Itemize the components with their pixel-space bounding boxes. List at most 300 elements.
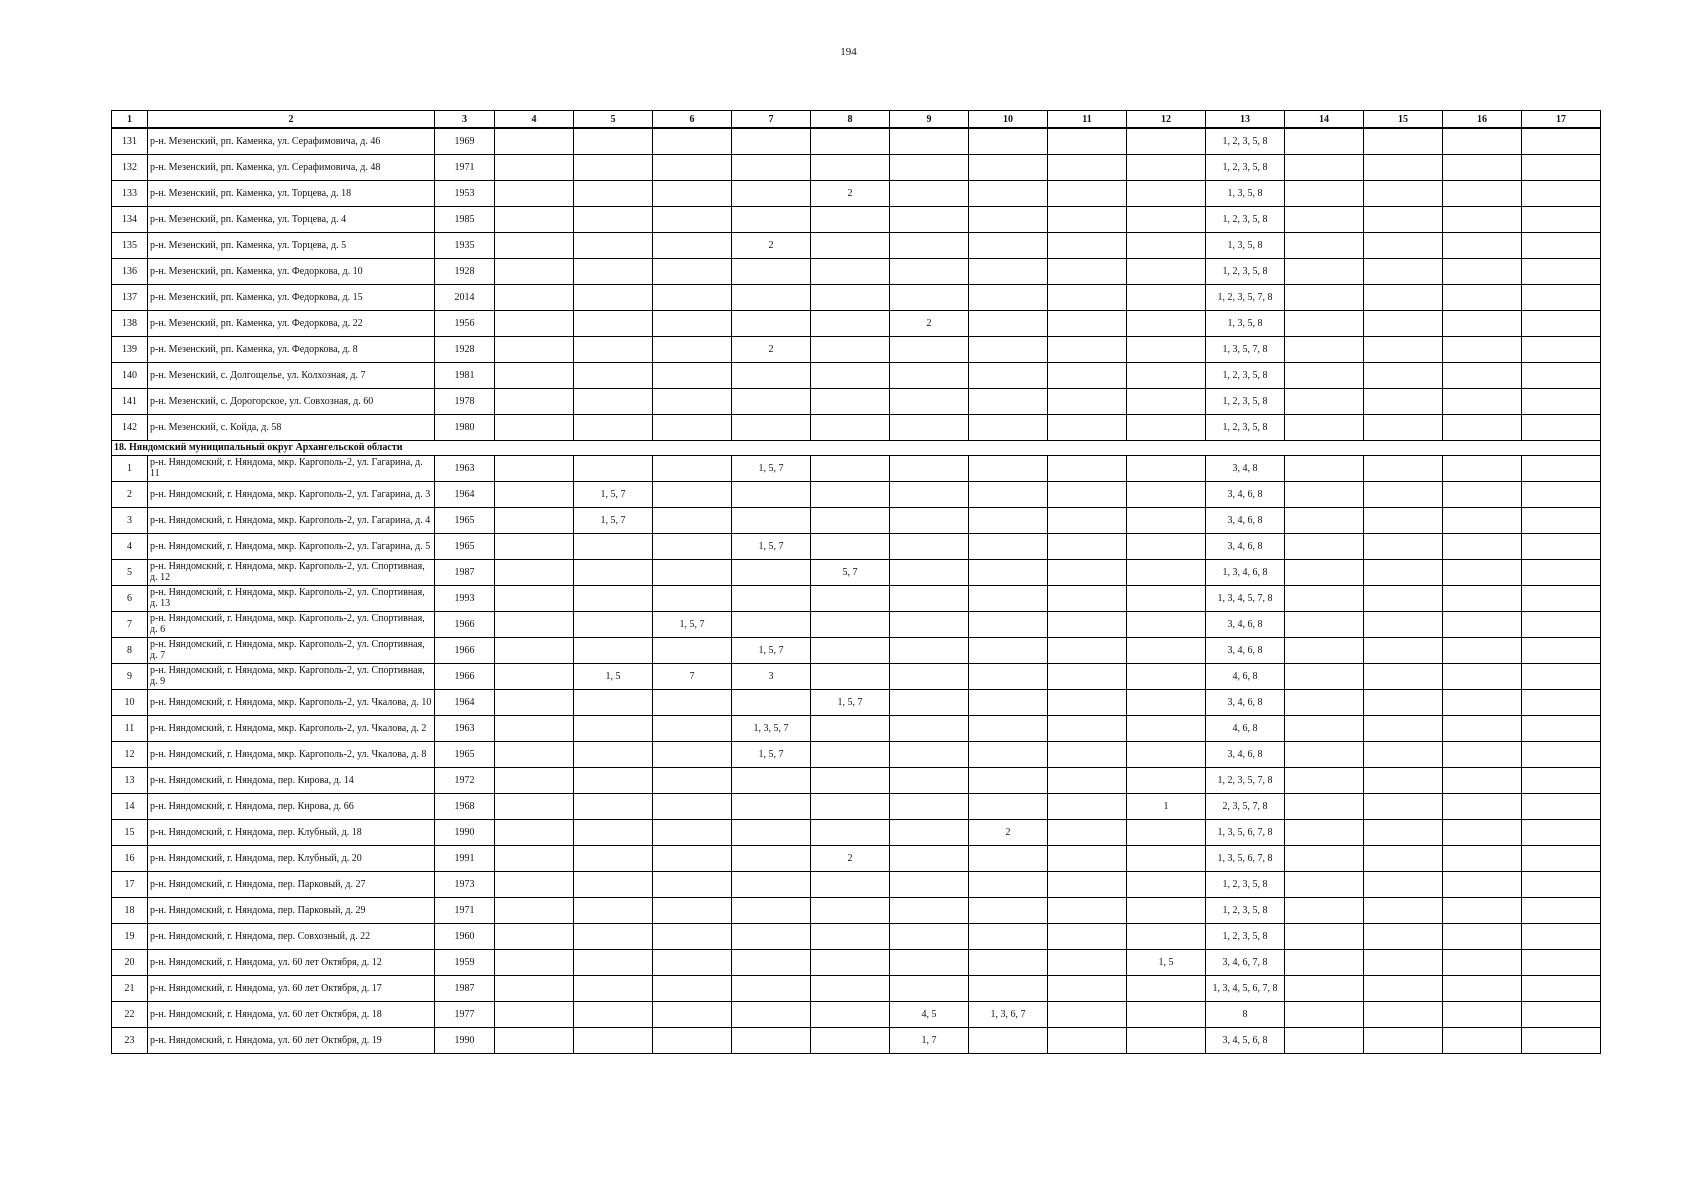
col-5-cell xyxy=(574,336,653,362)
col-15-cell xyxy=(1364,845,1443,871)
table-row xyxy=(112,819,1601,845)
col-11-cell xyxy=(1048,232,1127,258)
col-14-cell xyxy=(1285,336,1364,362)
address-cell: р-н. Няндомский, г. Няндома, пер. Совхозный, д. 22 xyxy=(148,923,435,949)
row-number-cell: 140 xyxy=(112,362,148,388)
col-16-cell xyxy=(1443,663,1522,689)
table-row xyxy=(112,611,1601,637)
address-cell: р-н. Няндомский, г. Няндома, пер. Кирова, д. 66 xyxy=(148,793,435,819)
col-6-cell xyxy=(653,689,732,715)
col-13-cell: 3, 4, 6, 8 xyxy=(1206,533,1285,559)
col-8-cell xyxy=(811,455,890,481)
col-16-cell xyxy=(1443,1027,1522,1053)
col-8-cell xyxy=(811,663,890,689)
col-15-cell xyxy=(1364,206,1443,232)
col-12-cell xyxy=(1127,559,1206,585)
col-13-cell: 1, 2, 3, 5, 8 xyxy=(1206,871,1285,897)
col-7-cell xyxy=(732,206,811,232)
col-16-cell xyxy=(1443,949,1522,975)
col-4-cell xyxy=(495,897,574,923)
col-4-cell xyxy=(495,845,574,871)
table-header xyxy=(112,111,1601,129)
row-number-cell: 135 xyxy=(112,232,148,258)
col-6-cell xyxy=(653,362,732,388)
col-4-cell xyxy=(495,663,574,689)
column-header-3: 3 xyxy=(435,111,495,129)
col-17-cell xyxy=(1522,975,1601,1001)
table-body xyxy=(112,128,1601,1053)
col-15-cell xyxy=(1364,414,1443,440)
col-9-cell xyxy=(890,897,969,923)
col-10-cell: 1, 3, 6, 7 xyxy=(969,1001,1048,1027)
col-9-cell xyxy=(890,128,969,154)
col-12-cell xyxy=(1127,507,1206,533)
col-14-cell xyxy=(1285,206,1364,232)
col-4-cell xyxy=(495,871,574,897)
col-5-cell: 1, 5 xyxy=(574,663,653,689)
col-6-cell xyxy=(653,128,732,154)
col-13-cell: 1, 2, 3, 5, 8 xyxy=(1206,414,1285,440)
col-17-cell xyxy=(1522,481,1601,507)
col-11-cell xyxy=(1048,767,1127,793)
col-12-cell xyxy=(1127,388,1206,414)
col-16-cell xyxy=(1443,741,1522,767)
table-row xyxy=(112,1027,1601,1053)
row-number-cell: 17 xyxy=(112,871,148,897)
col-8-cell xyxy=(811,336,890,362)
column-header-16: 16 xyxy=(1443,111,1522,129)
col-5-cell xyxy=(574,1001,653,1027)
col-9-cell: 2 xyxy=(890,310,969,336)
col-13-cell: 3, 4, 6, 8 xyxy=(1206,637,1285,663)
col-17-cell xyxy=(1522,871,1601,897)
address-cell: р-н. Няндомский, г. Няндома, ул. 60 лет Октября, д. 17 xyxy=(148,975,435,1001)
col-7-cell xyxy=(732,362,811,388)
col-11-cell xyxy=(1048,310,1127,336)
col-11-cell xyxy=(1048,481,1127,507)
col-8-cell xyxy=(811,362,890,388)
col-14-cell xyxy=(1285,559,1364,585)
col-9-cell xyxy=(890,154,969,180)
col-8-cell: 1, 5, 7 xyxy=(811,689,890,715)
col-17-cell xyxy=(1522,949,1601,975)
col-12-cell xyxy=(1127,481,1206,507)
col-10-cell xyxy=(969,845,1048,871)
col-12-cell xyxy=(1127,845,1206,871)
column-header-15: 15 xyxy=(1364,111,1443,129)
col-7-cell: 1, 5, 7 xyxy=(732,741,811,767)
col-5-cell xyxy=(574,741,653,767)
col-14-cell xyxy=(1285,663,1364,689)
col-11-cell xyxy=(1048,949,1127,975)
col-12-cell xyxy=(1127,975,1206,1001)
col-5-cell xyxy=(574,897,653,923)
col-7-cell xyxy=(732,689,811,715)
year-cell: 1973 xyxy=(435,871,495,897)
col-7-cell xyxy=(732,284,811,310)
col-13-cell: 1, 3, 4, 5, 7, 8 xyxy=(1206,585,1285,611)
col-12-cell xyxy=(1127,232,1206,258)
col-16-cell xyxy=(1443,767,1522,793)
column-header-9: 9 xyxy=(890,111,969,129)
col-15-cell xyxy=(1364,310,1443,336)
col-10-cell xyxy=(969,871,1048,897)
col-4-cell xyxy=(495,414,574,440)
col-16-cell xyxy=(1443,206,1522,232)
col-9-cell xyxy=(890,414,969,440)
col-9-cell xyxy=(890,923,969,949)
col-8-cell xyxy=(811,388,890,414)
col-16-cell xyxy=(1443,897,1522,923)
col-10-cell xyxy=(969,715,1048,741)
table-row xyxy=(112,414,1601,440)
col-13-cell: 3, 4, 6, 8 xyxy=(1206,481,1285,507)
table-row xyxy=(112,258,1601,284)
col-11-cell xyxy=(1048,845,1127,871)
col-6-cell xyxy=(653,1027,732,1053)
row-number-cell: 22 xyxy=(112,1001,148,1027)
row-number-cell: 7 xyxy=(112,611,148,637)
col-6-cell xyxy=(653,336,732,362)
row-number-cell: 139 xyxy=(112,336,148,362)
address-cell: р-н. Мезенский, с. Койда, д. 58 xyxy=(148,414,435,440)
col-9-cell xyxy=(890,611,969,637)
col-4-cell xyxy=(495,585,574,611)
col-13-cell: 1, 2, 3, 5, 8 xyxy=(1206,128,1285,154)
year-cell: 1959 xyxy=(435,949,495,975)
col-5-cell xyxy=(574,128,653,154)
col-6-cell xyxy=(653,949,732,975)
col-10-cell xyxy=(969,154,1048,180)
col-15-cell xyxy=(1364,923,1443,949)
column-header-6: 6 xyxy=(653,111,732,129)
address-cell: р-н. Няндомский, г. Няндома, мкр. Каргополь-2, ул. Чкалова, д. 8 xyxy=(148,741,435,767)
col-13-cell: 4, 6, 8 xyxy=(1206,715,1285,741)
col-7-cell xyxy=(732,871,811,897)
col-17-cell xyxy=(1522,793,1601,819)
col-17-cell xyxy=(1522,559,1601,585)
col-11-cell xyxy=(1048,741,1127,767)
col-5-cell xyxy=(574,206,653,232)
col-8-cell xyxy=(811,284,890,310)
col-4-cell xyxy=(495,206,574,232)
address-cell: р-н. Мезенский, рп. Каменка, ул. Торцева, д. 5 xyxy=(148,232,435,258)
section-title: 18. Няндомский муниципальный округ Архангельской области xyxy=(112,440,1601,455)
col-17-cell xyxy=(1522,455,1601,481)
address-cell: р-н. Няндомский, г. Няндома, мкр. Каргополь-2, ул. Чкалова, д. 10 xyxy=(148,689,435,715)
table-row xyxy=(112,741,1601,767)
col-5-cell xyxy=(574,284,653,310)
col-12-cell xyxy=(1127,414,1206,440)
row-number-cell: 9 xyxy=(112,663,148,689)
column-header-4: 4 xyxy=(495,111,574,129)
col-10-cell xyxy=(969,611,1048,637)
row-number-cell: 6 xyxy=(112,585,148,611)
table-row xyxy=(112,455,1601,481)
column-header-13: 13 xyxy=(1206,111,1285,129)
col-10-cell xyxy=(969,258,1048,284)
col-7-cell: 1, 5, 7 xyxy=(732,533,811,559)
col-12-cell xyxy=(1127,663,1206,689)
col-7-cell xyxy=(732,975,811,1001)
col-17-cell xyxy=(1522,206,1601,232)
row-number-cell: 2 xyxy=(112,481,148,507)
col-6-cell xyxy=(653,975,732,1001)
col-13-cell: 1, 3, 5, 8 xyxy=(1206,310,1285,336)
table-row xyxy=(112,507,1601,533)
row-number-cell: 136 xyxy=(112,258,148,284)
col-14-cell xyxy=(1285,689,1364,715)
col-16-cell xyxy=(1443,533,1522,559)
address-cell: р-н. Мезенский, рп. Каменка, ул. Торцева, д. 18 xyxy=(148,180,435,206)
table-row xyxy=(112,362,1601,388)
year-cell: 1956 xyxy=(435,310,495,336)
col-14-cell xyxy=(1285,585,1364,611)
col-15-cell xyxy=(1364,362,1443,388)
col-10-cell xyxy=(969,923,1048,949)
table-row xyxy=(112,180,1601,206)
col-6-cell xyxy=(653,481,732,507)
address-cell: р-н. Няндомский, г. Няндома, пер. Парковый, д. 29 xyxy=(148,897,435,923)
col-11-cell xyxy=(1048,206,1127,232)
col-14-cell xyxy=(1285,232,1364,258)
col-9-cell xyxy=(890,180,969,206)
row-number-cell: 131 xyxy=(112,128,148,154)
col-16-cell xyxy=(1443,362,1522,388)
col-13-cell: 2, 3, 5, 7, 8 xyxy=(1206,793,1285,819)
col-15-cell xyxy=(1364,949,1443,975)
col-12-cell xyxy=(1127,637,1206,663)
col-5-cell xyxy=(574,689,653,715)
table-row xyxy=(112,949,1601,975)
col-12-cell xyxy=(1127,923,1206,949)
year-cell: 1965 xyxy=(435,507,495,533)
row-number-cell: 1 xyxy=(112,455,148,481)
col-16-cell xyxy=(1443,689,1522,715)
col-13-cell: 8 xyxy=(1206,1001,1285,1027)
col-17-cell xyxy=(1522,1027,1601,1053)
col-16-cell xyxy=(1443,180,1522,206)
col-7-cell xyxy=(732,128,811,154)
col-15-cell xyxy=(1364,507,1443,533)
table-row xyxy=(112,232,1601,258)
col-10-cell xyxy=(969,180,1048,206)
year-cell: 1972 xyxy=(435,767,495,793)
col-6-cell xyxy=(653,741,732,767)
address-cell: р-н. Няндомский, г. Няндома, мкр. Каргополь-2, ул. Спортивная, д. 12 xyxy=(148,559,435,585)
col-9-cell xyxy=(890,507,969,533)
col-10-cell xyxy=(969,949,1048,975)
col-6-cell xyxy=(653,559,732,585)
address-cell: р-н. Мезенский, рп. Каменка, ул. Федоркова, д. 10 xyxy=(148,258,435,284)
col-14-cell xyxy=(1285,871,1364,897)
col-4-cell xyxy=(495,481,574,507)
col-10-cell xyxy=(969,975,1048,1001)
col-8-cell xyxy=(811,258,890,284)
col-8-cell xyxy=(811,206,890,232)
address-cell: р-н. Няндомский, г. Няндома, мкр. Каргополь-2, ул. Гагарина, д. 11 xyxy=(148,455,435,481)
year-cell: 1953 xyxy=(435,180,495,206)
col-9-cell xyxy=(890,949,969,975)
col-14-cell xyxy=(1285,637,1364,663)
col-10-cell xyxy=(969,414,1048,440)
col-5-cell xyxy=(574,414,653,440)
col-17-cell xyxy=(1522,1001,1601,1027)
col-7-cell: 1, 5, 7 xyxy=(732,455,811,481)
col-15-cell xyxy=(1364,284,1443,310)
col-8-cell xyxy=(811,793,890,819)
col-10-cell xyxy=(969,1027,1048,1053)
col-7-cell xyxy=(732,949,811,975)
address-cell: р-н. Мезенский, рп. Каменка, ул. Серафимовича, д. 46 xyxy=(148,128,435,154)
col-13-cell: 1, 2, 3, 5, 8 xyxy=(1206,362,1285,388)
col-16-cell xyxy=(1443,128,1522,154)
col-8-cell xyxy=(811,507,890,533)
col-14-cell xyxy=(1285,845,1364,871)
col-10-cell xyxy=(969,455,1048,481)
table-row xyxy=(112,310,1601,336)
table-row xyxy=(112,154,1601,180)
address-cell: р-н. Няндомский, г. Няндома, мкр. Каргополь-2, ул. Спортивная, д. 13 xyxy=(148,585,435,611)
col-17-cell xyxy=(1522,414,1601,440)
table-row xyxy=(112,663,1601,689)
column-header-1: 1 xyxy=(112,111,148,129)
col-12-cell xyxy=(1127,715,1206,741)
col-15-cell xyxy=(1364,455,1443,481)
col-12-cell xyxy=(1127,336,1206,362)
col-9-cell xyxy=(890,663,969,689)
col-11-cell xyxy=(1048,414,1127,440)
col-6-cell xyxy=(653,585,732,611)
column-header-11: 11 xyxy=(1048,111,1127,129)
col-9-cell xyxy=(890,845,969,871)
col-15-cell xyxy=(1364,1027,1443,1053)
year-cell: 2014 xyxy=(435,284,495,310)
col-11-cell xyxy=(1048,897,1127,923)
col-14-cell xyxy=(1285,180,1364,206)
col-17-cell xyxy=(1522,845,1601,871)
col-9-cell xyxy=(890,715,969,741)
address-cell: р-н. Мезенский, рп. Каменка, ул. Федоркова, д. 15 xyxy=(148,284,435,310)
col-10-cell xyxy=(969,793,1048,819)
row-number-cell: 138 xyxy=(112,310,148,336)
col-7-cell: 1, 5, 7 xyxy=(732,637,811,663)
col-8-cell xyxy=(811,128,890,154)
col-5-cell xyxy=(574,362,653,388)
table-row xyxy=(112,481,1601,507)
col-4-cell xyxy=(495,949,574,975)
col-4-cell xyxy=(495,767,574,793)
col-13-cell: 1, 3, 5, 8 xyxy=(1206,232,1285,258)
col-4-cell xyxy=(495,689,574,715)
col-10-cell xyxy=(969,206,1048,232)
table-row xyxy=(112,284,1601,310)
col-14-cell xyxy=(1285,481,1364,507)
col-5-cell xyxy=(574,585,653,611)
col-8-cell xyxy=(811,481,890,507)
col-16-cell xyxy=(1443,310,1522,336)
row-number-cell: 23 xyxy=(112,1027,148,1053)
col-17-cell xyxy=(1522,388,1601,414)
col-7-cell xyxy=(732,767,811,793)
table-row xyxy=(112,637,1601,663)
col-7-cell xyxy=(732,1001,811,1027)
col-14-cell xyxy=(1285,975,1364,1001)
col-6-cell xyxy=(653,310,732,336)
col-7-cell xyxy=(732,897,811,923)
col-12-cell xyxy=(1127,611,1206,637)
col-8-cell xyxy=(811,819,890,845)
col-9-cell xyxy=(890,793,969,819)
col-13-cell: 3, 4, 6, 8 xyxy=(1206,689,1285,715)
col-14-cell xyxy=(1285,310,1364,336)
table-row xyxy=(112,923,1601,949)
col-4-cell xyxy=(495,637,574,663)
year-cell: 1966 xyxy=(435,637,495,663)
col-5-cell: 1, 5, 7 xyxy=(574,507,653,533)
col-9-cell xyxy=(890,533,969,559)
col-13-cell: 1, 2, 3, 5, 8 xyxy=(1206,258,1285,284)
col-4-cell xyxy=(495,284,574,310)
col-6-cell xyxy=(653,845,732,871)
col-6-cell xyxy=(653,414,732,440)
col-13-cell: 1, 3, 5, 7, 8 xyxy=(1206,336,1285,362)
col-7-cell: 2 xyxy=(732,336,811,362)
col-8-cell xyxy=(811,767,890,793)
col-12-cell xyxy=(1127,585,1206,611)
col-4-cell xyxy=(495,611,574,637)
col-4-cell xyxy=(495,923,574,949)
col-9-cell xyxy=(890,284,969,310)
col-6-cell xyxy=(653,388,732,414)
col-12-cell xyxy=(1127,897,1206,923)
year-cell: 1965 xyxy=(435,741,495,767)
col-16-cell xyxy=(1443,715,1522,741)
col-13-cell: 3, 4, 6, 8 xyxy=(1206,741,1285,767)
col-8-cell xyxy=(811,154,890,180)
col-11-cell xyxy=(1048,336,1127,362)
col-6-cell: 7 xyxy=(653,663,732,689)
col-9-cell xyxy=(890,819,969,845)
col-6-cell xyxy=(653,284,732,310)
col-7-cell xyxy=(732,310,811,336)
col-14-cell xyxy=(1285,741,1364,767)
col-10-cell xyxy=(969,663,1048,689)
col-11-cell xyxy=(1048,507,1127,533)
col-14-cell xyxy=(1285,258,1364,284)
col-10-cell xyxy=(969,481,1048,507)
col-16-cell xyxy=(1443,481,1522,507)
col-7-cell xyxy=(732,793,811,819)
col-9-cell xyxy=(890,585,969,611)
col-9-cell xyxy=(890,336,969,362)
col-10-cell xyxy=(969,232,1048,258)
col-13-cell: 1, 2, 3, 5, 8 xyxy=(1206,388,1285,414)
col-6-cell xyxy=(653,1001,732,1027)
col-13-cell: 3, 4, 6, 7, 8 xyxy=(1206,949,1285,975)
table-row xyxy=(112,128,1601,154)
address-cell: р-н. Няндомский, г. Няндома, мкр. Каргополь-2, ул. Спортивная, д. 9 xyxy=(148,663,435,689)
col-9-cell xyxy=(890,481,969,507)
col-11-cell xyxy=(1048,128,1127,154)
col-9-cell xyxy=(890,455,969,481)
col-14-cell xyxy=(1285,793,1364,819)
col-17-cell xyxy=(1522,819,1601,845)
col-7-cell xyxy=(732,154,811,180)
col-17-cell xyxy=(1522,232,1601,258)
col-8-cell xyxy=(811,585,890,611)
col-17-cell xyxy=(1522,128,1601,154)
